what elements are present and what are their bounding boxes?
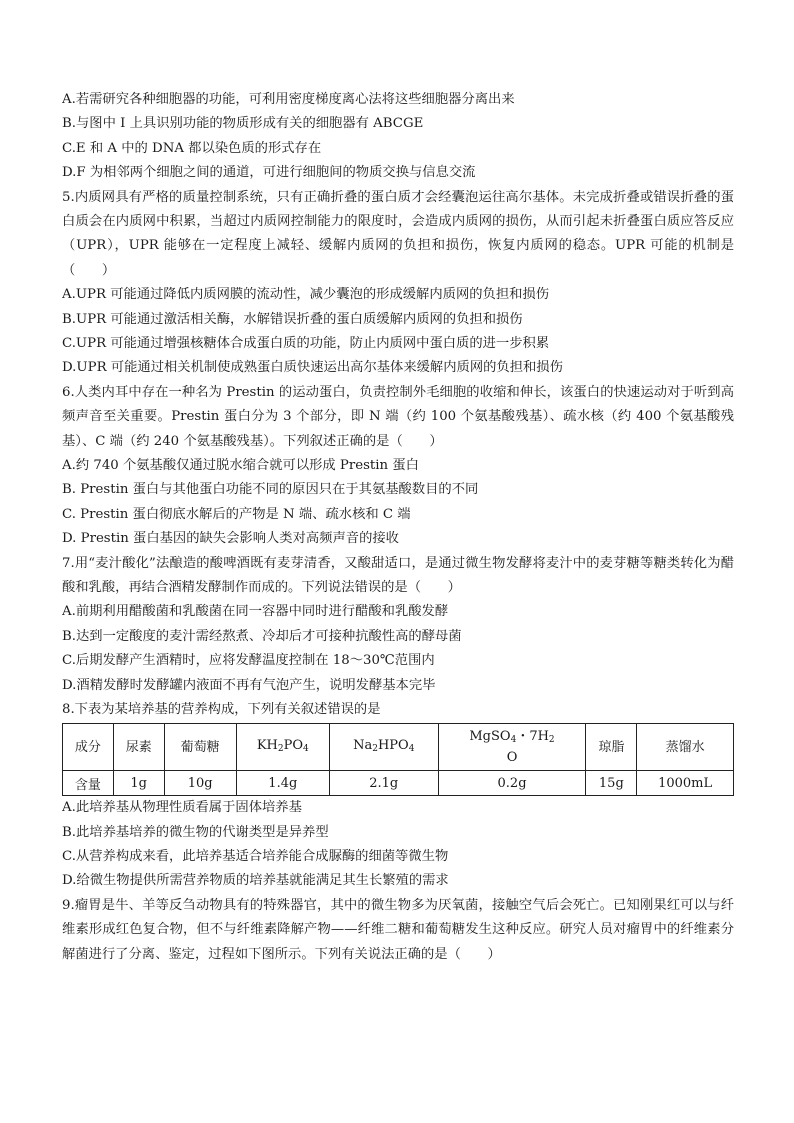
exam-page — [62, 88, 734, 967]
q8-option-a: A.此培养基从物理性质看属于固体培养基 — [62, 800, 302, 816]
table-cell: 0.2g — [438, 771, 586, 796]
q5-option-a: A.UPR 可能通过降低内质网膜的流动性，减少囊泡的形成缓解内质网的负担和损伤 — [62, 287, 550, 303]
q5-option-c: C.UPR 可能通过增强核糖体合成蛋白质的功能，防止内质网中蛋白质的进一步积累 — [62, 335, 550, 351]
q8-option-d: D.给微生物提供所需营养物质的培养基就能满足其生长繁殖的需求 — [62, 873, 449, 889]
q5-stem: 5.内质网具有严格的质量控制系统，只有正确折叠的蛋白质才会经囊泡运往高尔基体。未完成折叠或错误折叠的蛋白质会在内质网中积累，当超过内质网控制能力的限度时，会造成内质网的损伤，从而引起未折叠蛋白质应答反应（UPR），UPR 能够在一定程度上减轻、缓解内质网的负担和损伤，恢复内质网的稳态。UPR 可能的机制是（ ） — [62, 189, 734, 278]
q7-option-d: D.酒精发酵时发酵罐内液面不再有气泡产生，说明发酵基本完毕 — [62, 677, 436, 693]
q6-option-b: B. Prestin 蛋白与其他蛋白功能不同的原因只在于其氨基酸数目的不同 — [62, 482, 479, 498]
q5-option-b: B.UPR 可能通过激活相关酶，水解错误折叠的蛋白质缓解内质网的负担和损伤 — [62, 311, 523, 327]
q7-stem: 7.用“麦汁酸化”法酿造的酸啤酒既有麦芽清香，又酸甜适口，是通过微生物发酵将麦汁中的麦芽糖等糖类转化为醋酸和乳酸，再结合酒精发酵制作而成的。下列说法错误的是（ ） — [62, 555, 734, 595]
table-cell: 1g — [113, 771, 164, 796]
col-kh2po4: $KH_2PO_4$ — [236, 724, 329, 771]
q7-option-a: A.前期利用醋酸菌和乳酸菌在同一容器中同时进行醋酸和乳酸发酵 — [62, 604, 449, 620]
table-row — [63, 724, 734, 771]
col-agar: 琼脂 — [586, 724, 637, 771]
table-cell: 1.4g — [236, 771, 329, 796]
nutrient-table — [62, 723, 734, 796]
q8-option-b: B.此培养基培养的微生物的代谢类型是异养型 — [62, 824, 329, 840]
q4-option-c: C.E 和 A 中的 DNA 都以染色质的形式存在 — [62, 140, 322, 156]
q9-stem: 9.瘤胃是牛、羊等反刍动物具有的特殊器官，其中的微生物多为厌氧菌，接触空气后会死亡。已知刚果红可以与纤维素形成红色复合物，但不与纤维素降解产物——纤维二糖和葡萄糖发生这种反应。研究人员对瘤胃中的纤维素分解菌进行了分离、鉴定，过程如下图所示。下列有关说法正确的是（ ） — [62, 897, 734, 962]
q5-option-d: D.UPR 可能通过相关机制使成熟蛋白质快速运出高尔基体来缓解内质网的负担和损伤 — [62, 360, 563, 376]
row-label-component: 成分 — [63, 724, 114, 771]
q4-option-d: D.F 为相邻两个细胞之间的通道，可进行细胞间的物质交换与信息交流 — [62, 165, 476, 181]
col-urea: 尿素 — [113, 724, 164, 771]
col-na2hpo4: $Na_2HPO_4$ — [329, 724, 438, 771]
col-mgso4: MgSO$_4$・$7H_2$ O — [438, 724, 586, 771]
q8-stem: 8.下表为某培养基的营养构成，下列有关叙述错误的是 — [62, 701, 381, 717]
col-glucose: 葡萄糖 — [164, 724, 236, 771]
row-label-amount: 含量 — [63, 771, 114, 796]
q7-option-c: C.后期发酵产生酒精时，应将发酵温度控制在 18～30℃范围内 — [62, 653, 435, 669]
table-row — [63, 771, 734, 796]
col-distilled-water: 蒸馏水 — [637, 724, 734, 771]
q6-option-c: C. Prestin 蛋白彻底水解后的产物是 N 端、疏水核和 C 端 — [62, 506, 411, 522]
table-cell: 10g — [164, 771, 236, 796]
q6-option-d: D. Prestin 蛋白基因的缺失会影响人类对高频声音的接收 — [62, 531, 399, 547]
q7-option-b: B.达到一定酸度的麦汁需经熬煮、冷却后才可接种抗酸性高的酵母菌 — [62, 628, 462, 644]
table-cell: 15g — [586, 771, 637, 796]
q4-option-b: B.与图中 I 上具识别功能的物质形成有关的细胞器有 ABCGE — [62, 116, 424, 132]
table-cell: 2.1g — [329, 771, 438, 796]
q4-option-a: A.若需研究各种细胞器的功能，可利用密度梯度离心法将这些细胞器分离出来 — [62, 92, 515, 107]
q8-option-c: C.从营养构成来看，此培养基适合培养能合成脲酶的细菌等微生物 — [62, 849, 449, 865]
q6-stem: 6.人类内耳中存在一种名为 Prestin 的运动蛋白，负责控制外毛细胞的收缩和伸长，该蛋白的快速运动对于听到高频声音至关重要。Prestin 蛋白分为 3 个部分，即 N 端（约 100 个氨基酸残基）、疏水核（约 400 个氨基酸残基）、C 端（约 240 个氨基酸残基）。下列叙述正确的是（ ） — [62, 384, 734, 449]
table-cell: 1000mL — [637, 771, 734, 796]
q6-option-a: A.约 740 个氨基酸仅通过脱水缩合就可以形成 Prestin 蛋白 — [62, 457, 419, 473]
